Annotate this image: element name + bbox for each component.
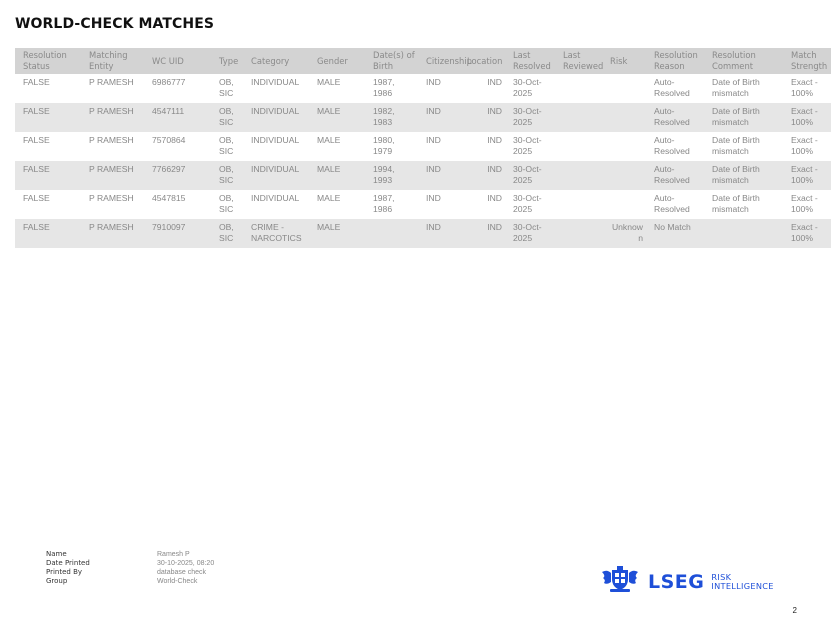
table-cell: Exact - 100% — [791, 135, 818, 156]
table-cell: IND — [426, 77, 441, 87]
table-cell: 1980, 1979 — [373, 135, 395, 156]
column-header: Category — [243, 48, 309, 74]
column-header: Resolution Status — [15, 48, 81, 74]
table-cell: P RAMESH — [89, 193, 134, 203]
meta-value: 30-10-2025, 08:20 — [157, 560, 215, 567]
table-cell — [555, 103, 602, 132]
table-cell: OB, SIC — [219, 135, 234, 156]
table-cell: MALE — [317, 135, 341, 145]
table-cell: IND — [418, 161, 459, 190]
table-cell: 30-Oct-2025 — [513, 77, 542, 98]
table-cell: FALSE — [15, 219, 81, 248]
table-cell: FALSE — [15, 103, 81, 132]
table-cell: FALSE — [23, 193, 50, 203]
table-cell: INDIVIDUAL — [251, 135, 300, 145]
header-row — [15, 48, 831, 74]
table-cell: IND — [459, 161, 505, 190]
table-cell: Auto-Resolved — [646, 103, 704, 132]
lseg-logo — [600, 566, 774, 597]
table-cell: INDIVIDUAL — [251, 77, 300, 87]
table-cell — [602, 103, 646, 132]
column-header: Last Reviewed — [555, 48, 602, 74]
table-row — [15, 103, 831, 132]
column-header: Risk — [602, 48, 646, 74]
column-header: Citizenship — [418, 48, 459, 74]
table-row — [15, 219, 831, 248]
table-cell: IND — [487, 77, 502, 87]
column-header: Date(s) of Birth — [365, 48, 418, 74]
column-header: Gender — [309, 48, 365, 74]
table-row — [15, 74, 831, 103]
table-cell — [555, 132, 602, 161]
table-cell: Exact - 100% — [783, 219, 831, 248]
table-body — [15, 74, 831, 248]
table-cell: 1987, 1986 — [373, 193, 395, 214]
table-cell: IND — [459, 219, 505, 248]
table-cell: P RAMESH — [89, 135, 134, 145]
table-cell: 30-Oct-2025 — [513, 193, 542, 214]
column-header: Match Strength — [783, 48, 831, 74]
lseg-subtitle-line2: INTELLIGENCE — [711, 580, 774, 591]
table-cell: IND — [418, 219, 459, 248]
page-number: 2 — [792, 606, 797, 615]
lseg-subtitle — [711, 573, 773, 590]
table-cell: Date of Birth mismatch — [704, 103, 783, 132]
table-cell: 30-Oct-2025 — [505, 161, 555, 190]
meta-value: database check — [157, 569, 207, 576]
table-cell: FALSE — [23, 135, 50, 145]
table-cell: MALE — [317, 193, 341, 203]
table-cell: Exact - 100% — [791, 193, 818, 214]
table-cell: 7570864 — [152, 135, 186, 145]
table-cell — [602, 190, 646, 219]
table-cell — [602, 161, 646, 190]
meta-key: Group — [46, 577, 68, 585]
table-cell: OB, SIC — [211, 219, 243, 248]
column-header: Resolution Comment — [704, 48, 783, 74]
meta-row-name — [46, 550, 214, 559]
table-cell — [555, 219, 602, 248]
table-cell: 30-Oct-2025 — [505, 103, 555, 132]
table-cell: Exact - 100% — [791, 77, 818, 98]
table-cell: MALE — [309, 103, 365, 132]
column-header: Matching Entity — [81, 48, 144, 74]
table-cell: Unknown — [602, 219, 646, 248]
print-metadata — [46, 550, 214, 586]
table-cell: 7766297 — [144, 161, 211, 190]
table-cell: Auto-Resolved — [646, 161, 704, 190]
column-header: Location — [459, 48, 505, 74]
table-cell: FALSE — [23, 77, 50, 87]
table-cell: 6986777 — [152, 77, 186, 87]
table-cell: 4547111 — [144, 103, 211, 132]
table-header — [15, 48, 831, 74]
column-header: Resolution Reason — [646, 48, 704, 74]
meta-key: Printed By — [46, 568, 83, 576]
table-cell: Exact - 100% — [783, 103, 831, 132]
table-cell — [555, 190, 602, 219]
lseg-subtitle-line1: RISK — [711, 572, 732, 582]
column-header: WC UID — [144, 48, 211, 74]
table-cell: 4547815 — [152, 193, 186, 203]
table-row — [15, 161, 831, 190]
table-cell: No Match — [646, 219, 704, 248]
table-cell: 1994, 1993 — [365, 161, 418, 190]
table-cell: 30-Oct-2025 — [505, 219, 555, 248]
table-cell: P RAMESH — [81, 161, 144, 190]
lseg-brand-text: LSEG — [648, 570, 705, 593]
table-cell: Date of Birth mismatch — [704, 161, 783, 190]
meta-value: Ramesh P — [157, 551, 190, 558]
table-row — [15, 132, 831, 161]
table-cell: Auto-Resolved — [654, 193, 690, 214]
table-cell — [555, 74, 602, 103]
table-cell — [602, 132, 646, 161]
meta-row-group — [46, 577, 214, 586]
table-cell — [555, 161, 602, 190]
table-cell: IND — [487, 135, 502, 145]
table-cell: IND — [487, 193, 502, 203]
meta-row-date-printed — [46, 559, 214, 568]
meta-key: Name — [46, 550, 67, 558]
table-cell — [704, 219, 783, 248]
meta-key: Date Printed — [46, 559, 90, 567]
table-cell: 1987, 1986 — [373, 77, 395, 98]
table-cell: MALE — [309, 161, 365, 190]
table-cell: OB, SIC — [219, 193, 234, 214]
table-cell: Auto-Resolved — [654, 135, 690, 156]
table-cell: IND — [459, 103, 505, 132]
column-header: Last Resolved — [505, 48, 555, 74]
table-cell: OB, SIC — [211, 103, 243, 132]
table-cell: Date of Birth mismatch — [712, 135, 760, 156]
table-cell: CRIME - NARCOTICS — [243, 219, 309, 248]
table-cell: MALE — [309, 219, 365, 248]
table-cell: OB, SIC — [211, 161, 243, 190]
table-cell: P RAMESH — [81, 219, 144, 248]
table-cell: 30-Oct-2025 — [513, 135, 542, 156]
meta-row-printed-by — [46, 568, 214, 577]
lseg-crest-icon — [600, 566, 640, 597]
table-cell: 7910097 — [144, 219, 211, 248]
table-cell: P RAMESH — [81, 103, 144, 132]
world-check-matches-table — [15, 48, 831, 248]
table-cell: OB, SIC — [219, 77, 234, 98]
table-cell: 1982, 1983 — [365, 103, 418, 132]
table-cell: INDIVIDUAL — [251, 193, 300, 203]
table-cell: IND — [426, 135, 441, 145]
table-row — [15, 190, 831, 219]
table-cell: FALSE — [15, 161, 81, 190]
meta-value: World-Check — [157, 578, 198, 585]
table-cell: Auto-Resolved — [654, 77, 690, 98]
table-cell: INDIVIDUAL — [243, 161, 309, 190]
table-cell: INDIVIDUAL — [243, 103, 309, 132]
table-cell: IND — [418, 103, 459, 132]
table-cell: Date of Birth mismatch — [712, 193, 760, 214]
table-cell: Exact - 100% — [783, 161, 831, 190]
page-title: WORLD-CHECK MATCHES — [15, 16, 215, 32]
table-cell: P RAMESH — [89, 77, 134, 87]
column-header: Type — [211, 48, 243, 74]
table-cell: MALE — [317, 77, 341, 87]
table-cell: IND — [426, 193, 441, 203]
table-cell — [365, 219, 418, 248]
table-cell — [602, 74, 646, 103]
table-cell: Date of Birth mismatch — [712, 77, 760, 98]
